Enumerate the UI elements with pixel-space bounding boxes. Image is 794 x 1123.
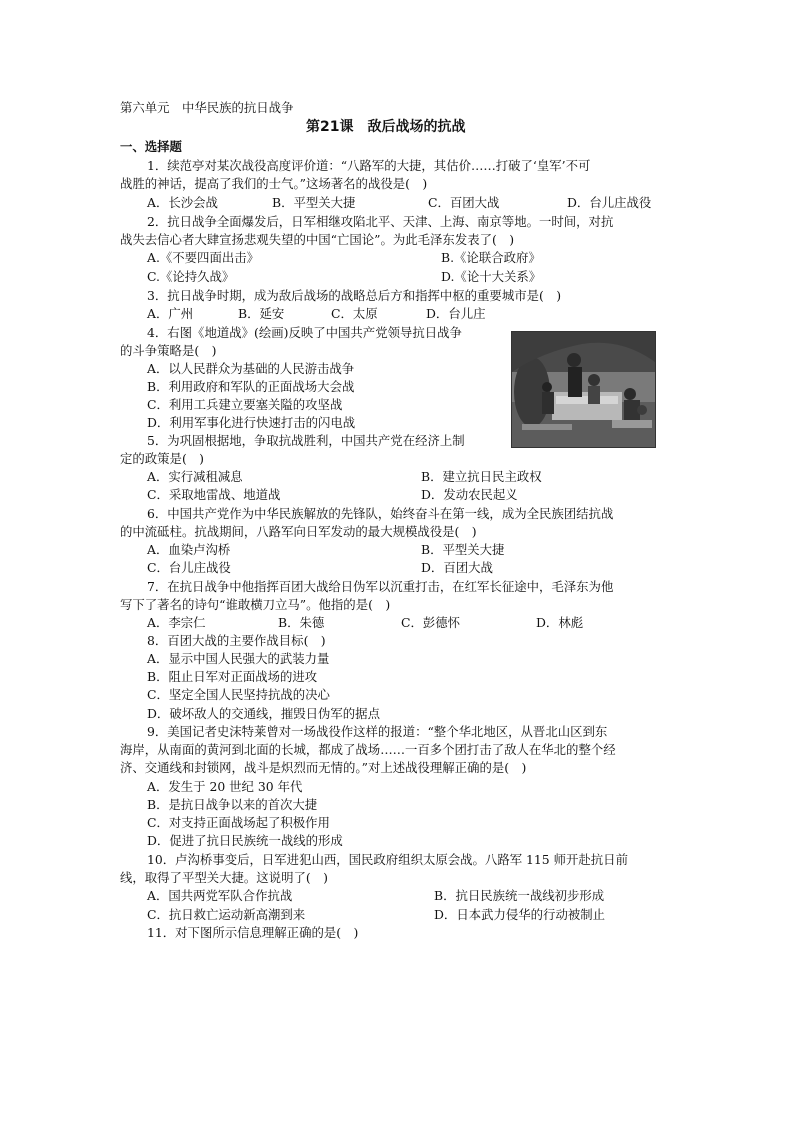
q3-option-d: D．台儿庄 <box>426 306 486 321</box>
q1-line-1: 1．续范亭对某次战役高度评价道：“八路军的大捷，其估价……打破了‘皇军’不可 <box>147 158 591 173</box>
q11-line-1: 11．对下图所示信息理解正确的是( ) <box>147 925 359 940</box>
q3-line-1: 3．抗日战争时期，成为敌后战场的战略总后方和指挥中枢的重要城市是( ) <box>147 288 562 303</box>
q1-option-c: C．百团大战 <box>428 195 500 210</box>
q2-option-b: B.《论联合政府》 <box>441 250 541 265</box>
q4-option-a: A．以人民群众为基础的人民游击战争 <box>147 361 355 376</box>
q4-line-1: 4．右图《地道战》(绘画)反映了中国共产党领导抗日战争 <box>147 325 462 340</box>
q5-option-a: A．实行减租减息 <box>147 469 243 484</box>
q2-line-2: 战失去信心者大肆宣扬悲观失望的中国“亡国论”。为此毛泽东发表了( ) <box>120 232 515 247</box>
q6-option-b: B．平型关大捷 <box>421 542 505 557</box>
q9-line-3: 济、交通线和封锁网，战斗是炽烈而无情的。”对上述战役理解正确的是( ) <box>120 760 527 775</box>
q4-line-2: 的斗争策略是( ) <box>120 343 217 358</box>
q3-option-a: A．广州 <box>147 306 194 321</box>
q4-option-d: D．利用军事化进行快速打击的闪电战 <box>147 415 356 430</box>
q2-option-c: C.《论持久战》 <box>147 269 235 284</box>
q10-option-a: A．国共两党军队合作抗战 <box>147 888 293 903</box>
q5-line-1: 5．为巩固根据地，争取抗战胜利，中国共产党在经济上制 <box>147 433 465 448</box>
tunnel-warfare-painting <box>511 331 656 448</box>
q9-line-2: 海岸，从南面的黄河到北面的长城，都成了战场……一百多个团打击了敌人在华北的整个经 <box>120 742 616 757</box>
q9-option-b: B．是抗日战争以来的首次大捷 <box>147 797 318 812</box>
q7-option-b: B．朱德 <box>278 615 325 630</box>
q5-line-2: 定的政策是( ) <box>120 451 205 466</box>
q10-line-2: 线，取得了平型关大捷。这说明了( ) <box>120 870 328 885</box>
q8-option-a: A．显示中国人民强大的武装力量 <box>147 651 330 666</box>
q9-option-a: A．发生于 20 世纪 30 年代 <box>147 779 303 794</box>
q1-option-a: A．长沙会战 <box>147 195 218 210</box>
q3-option-c: C．太原 <box>331 306 378 321</box>
q1-line-2: 战胜的神话，提高了我们的士气。”这场著名的战役是( ) <box>120 176 428 191</box>
q8-option-b: B．阻止日军对正面战场的进攻 <box>147 669 318 684</box>
q6-line-2: 的中流砥柱。抗战期间，八路军向日军发动的最大规模战役是( ) <box>120 524 477 539</box>
q5-option-d: D．发动农民起义 <box>421 487 518 502</box>
q10-line-1: 10．卢沟桥事变后，日军进犯山西，国民政府组织太原会战。八路军 115 师开赴抗日前 <box>147 852 628 867</box>
q10-option-d: D．日本武力侵华的行动被制止 <box>434 907 606 922</box>
q1-option-b: B．平型关大捷 <box>272 195 356 210</box>
q7-line-2: 写下了著名的诗句“谁敢横刀立马”。他指的是( ) <box>120 597 391 612</box>
q9-option-d: D．促进了抗日民族统一战线的形成 <box>147 833 343 848</box>
q7-option-a: A．李宗仁 <box>147 615 206 630</box>
q5-option-b: B．建立抗日民主政权 <box>421 469 542 484</box>
q2-option-d: D.《论十大关系》 <box>441 269 542 284</box>
q6-line-1: 6．中国共产党作为中华民族解放的先锋队，始终奋斗在第一线，成为全民族团结抗战 <box>147 506 614 521</box>
q4-option-c: C．利用工兵建立要塞关隘的攻坚战 <box>147 397 343 412</box>
q10-option-b: B．抗日民族统一战线初步形成 <box>434 888 605 903</box>
q2-option-a: A.《不要四面出击》 <box>147 250 260 265</box>
q7-option-d: D．林彪 <box>536 615 584 630</box>
q7-option-c: C．彭德怀 <box>401 615 461 630</box>
painting-tunnel-warfare-icon <box>512 332 655 447</box>
q9-option-c: C．对支持正面战场起了积极作用 <box>147 815 330 830</box>
q1-option-d: D．台儿庄战役 <box>567 195 652 210</box>
q4-option-b: B．利用政府和军队的正面战场大会战 <box>147 379 355 394</box>
q6-option-c: C．台儿庄战役 <box>147 560 231 575</box>
unit-heading: 第六单元 中华民族的抗日战争 <box>120 100 294 115</box>
q9-line-1: 9．美国记者史沫特莱曾对一场战役作这样的报道：“整个华北地区，从晋北山区到东 <box>147 724 608 739</box>
section-heading: 一、选择题 <box>120 139 182 154</box>
q8-option-c: C．坚定全国人民坚持抗战的决心 <box>147 687 330 702</box>
q7-line-1: 7．在抗日战争中他指挥百团大战给日伪军以沉重打击，在红军长征途中，毛泽东为他 <box>147 579 614 594</box>
q10-option-c: C．抗日救亡运动新高潮到来 <box>147 907 306 922</box>
q5-option-c: C．采取地雷战、地道战 <box>147 487 281 502</box>
q6-option-a: A．血染卢沟桥 <box>147 542 231 557</box>
lesson-title: 第21课 敌后战场的抗战 <box>306 119 466 135</box>
q2-line-1: 2．抗日战争全面爆发后，日军相继攻陷北平、天津、上海、南京等地。一时间，对抗 <box>147 214 614 229</box>
q3-option-b: B．延安 <box>238 306 285 321</box>
q8-option-d: D．破坏敌人的交通线，摧毁日伪军的据点 <box>147 706 380 721</box>
q8-line-1: 8．百团大战的主要作战目标( ) <box>147 633 326 648</box>
q6-option-d: D．百团大战 <box>421 560 493 575</box>
